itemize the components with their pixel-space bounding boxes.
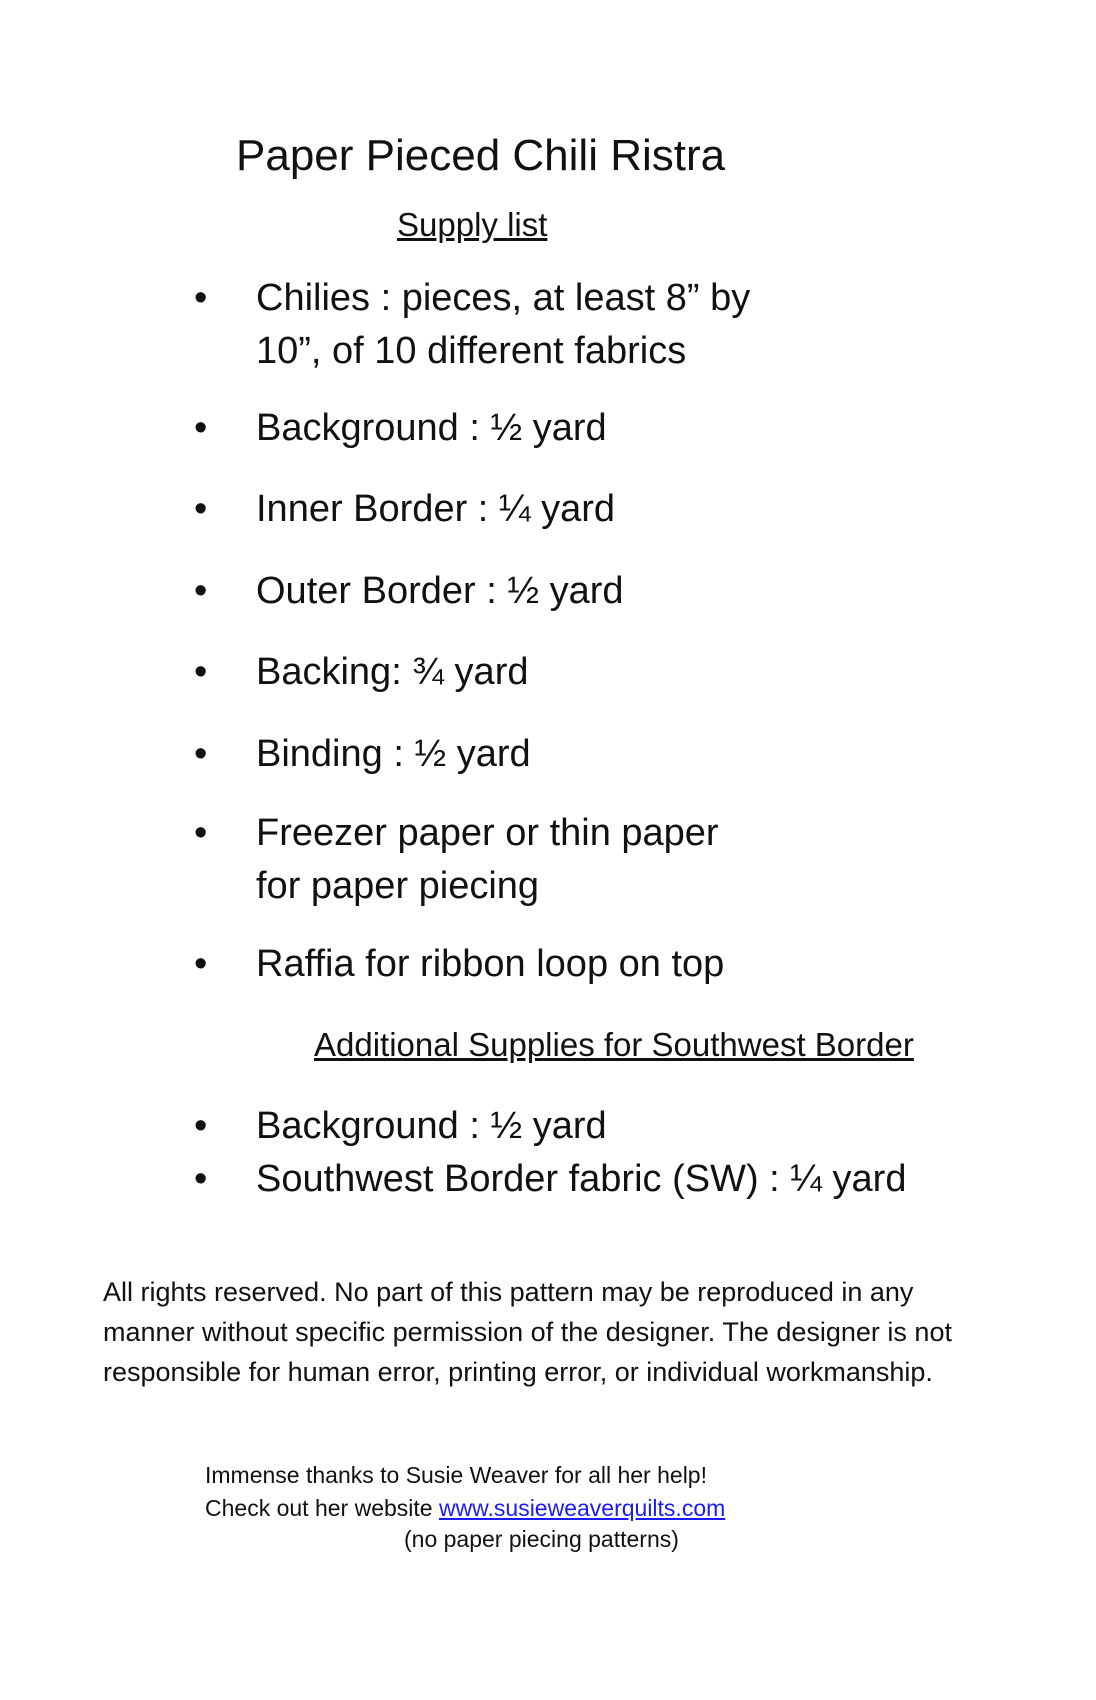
- supply-item-text: Backing: ¾ yard: [256, 651, 529, 693]
- supply-item-line: Freezer paper or thin paper: [256, 812, 719, 854]
- supply-item-text: Southwest Border fabric (SW) : ¼ yard: [256, 1158, 907, 1200]
- additional-supplies-heading: Additional Supplies for Southwest Border: [314, 1026, 914, 1063]
- page-title: Paper Pieced Chili Ristra: [236, 131, 726, 180]
- bullet-icon: •: [194, 943, 208, 985]
- supply-item-text: [256, 272, 750, 378]
- thanks-line: Immense thanks to Susie Weaver for all her help!: [205, 1462, 707, 1488]
- supply-item-text: Outer Border : ½ yard: [256, 570, 624, 612]
- bullet-icon: •: [194, 570, 208, 612]
- rights-notice: All rights reserved. No part of this pattern may be reproduced in any manner without specific permission of the designer. The designer is not responsible for human error, printing error, or individual workmanship.: [103, 1277, 952, 1387]
- bullet-icon: •: [194, 651, 208, 693]
- supply-item-line: Chilies : pieces, at least 8” by: [256, 277, 751, 319]
- bullet-icon: •: [194, 1158, 208, 1200]
- bullet-icon: •: [194, 1105, 208, 1147]
- note-text: (no paper piecing patterns): [404, 1526, 679, 1552]
- bullet-icon: •: [194, 812, 208, 854]
- supply-item-text: Binding : ½ yard: [256, 733, 531, 775]
- supply-item-text: Background : ½ yard: [256, 1105, 607, 1147]
- supply-item-line: for paper piecing: [256, 865, 540, 907]
- supply-item-line: 10”, of 10 different fabrics: [256, 330, 687, 372]
- bullet-icon: •: [194, 277, 208, 319]
- supply-item-text: Raffia for ribbon loop on top: [256, 943, 725, 985]
- thanks-block: [205, 1459, 725, 1525]
- website-link[interactable]: www.susieweaverquilts.com: [438, 1495, 726, 1521]
- supply-list-heading: Supply list: [397, 206, 548, 243]
- bullet-icon: •: [194, 488, 208, 530]
- supply-item-text: Background : ½ yard: [256, 407, 607, 449]
- bullet-icon: •: [194, 733, 208, 775]
- supply-item-text: Inner Border : ¼ yard: [256, 488, 616, 530]
- bullet-icon: •: [194, 407, 208, 449]
- website-prefix: Check out her website: [205, 1495, 439, 1521]
- supply-item-text: [256, 807, 719, 913]
